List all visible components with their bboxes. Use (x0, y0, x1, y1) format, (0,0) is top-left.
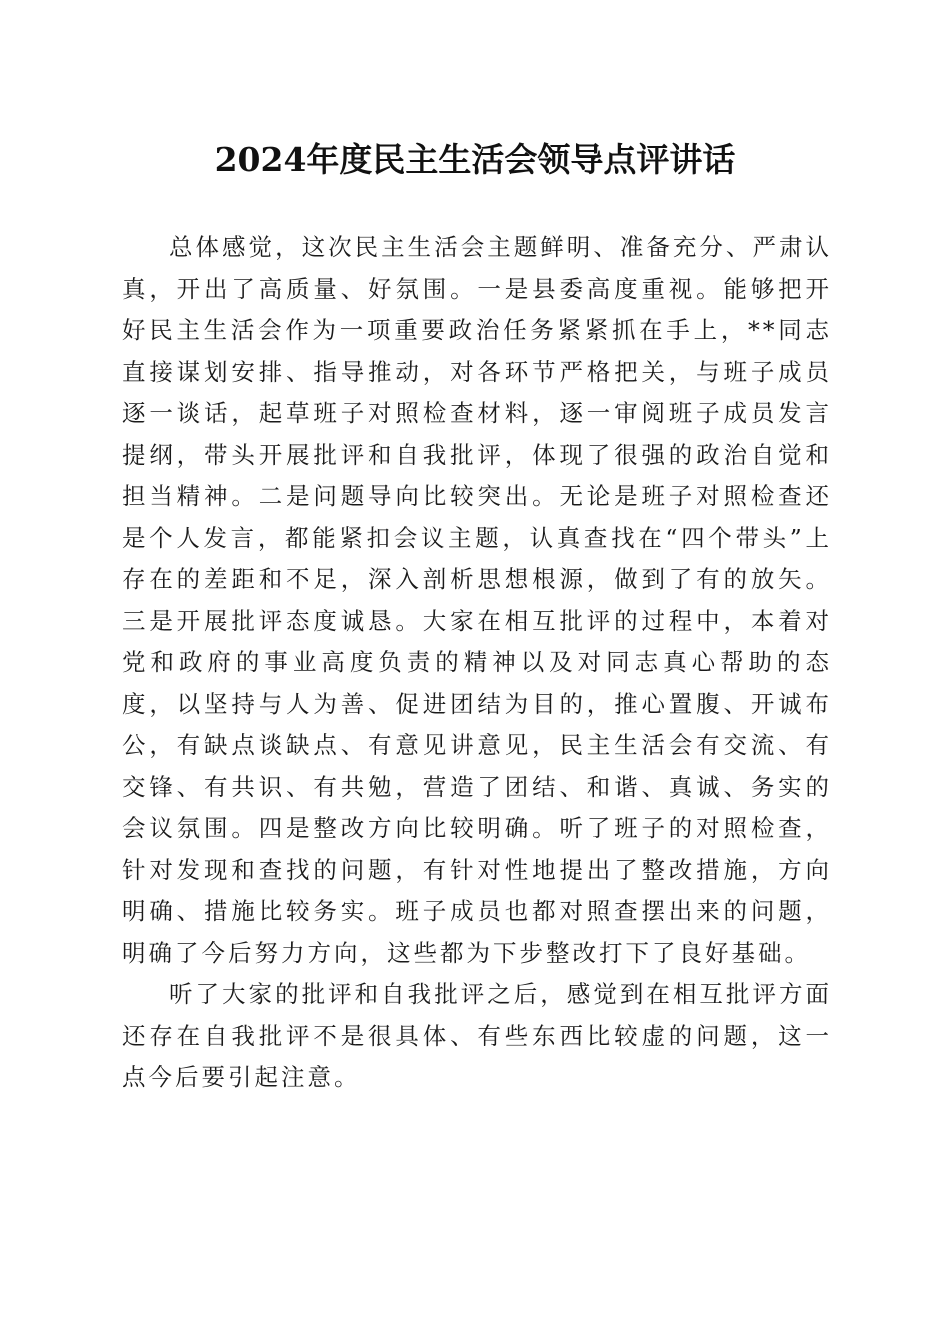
paragraph-2: 听了大家的批评和自我批评之后，感觉到在相互批评方面还存在自我批评不是很具体、有些东西比较虚的问题，这一点今后要引起注意。 (122, 980, 832, 1091)
document-title: 2024年度民主生活会领导点评讲话 (214, 140, 736, 179)
document-body (122, 227, 832, 1099)
paragraph-1: 总体感觉，这次民主生活会主题鲜明、准备充分、严肃认真，开出了高质量、好氛围。一是县委高度重视。能够把开好民主生活会作为一项重要政治任务紧紧抓在手上，**同志直接谋划安排、指导推动，对各环节严格把关，与班子成员逐一谈话，起草班子对照检查材料，逐一审阅班子成员发言提纲，带头开展批评和自我批评，体现了很强的政治自觉和担当精神。二是问题导向比较突出。无论是班子对照检查还是个人发言，都能紧扣会议主题，认真查找在“四个带头”上存在的差距和不足，深入剖析思想根源，做到了有的放矢。三是开展批评态度诚恳。大家在相互批评的过程中，本着对党和政府的事业高度负责的精神以及对同志真心帮助的态度，以坚持与人为善、促进团结为目的，推心置腹、开诚布公，有缺点谈缺点、有意见讲意见，民主生活会有交流、有交锋、有共识、有共勉，营造了团结、和谐、真诚、务实的会议氛围。四是整改方向比较明确。听了班子的对照检查，针对发现和查找的问题，有针对性地提出了整改措施，方向明确、措施比较务实。班子成员也都对照查摆出来的问题，明确了今后努力方向，这些都为下步整改打下了良好基础。 (122, 233, 832, 967)
